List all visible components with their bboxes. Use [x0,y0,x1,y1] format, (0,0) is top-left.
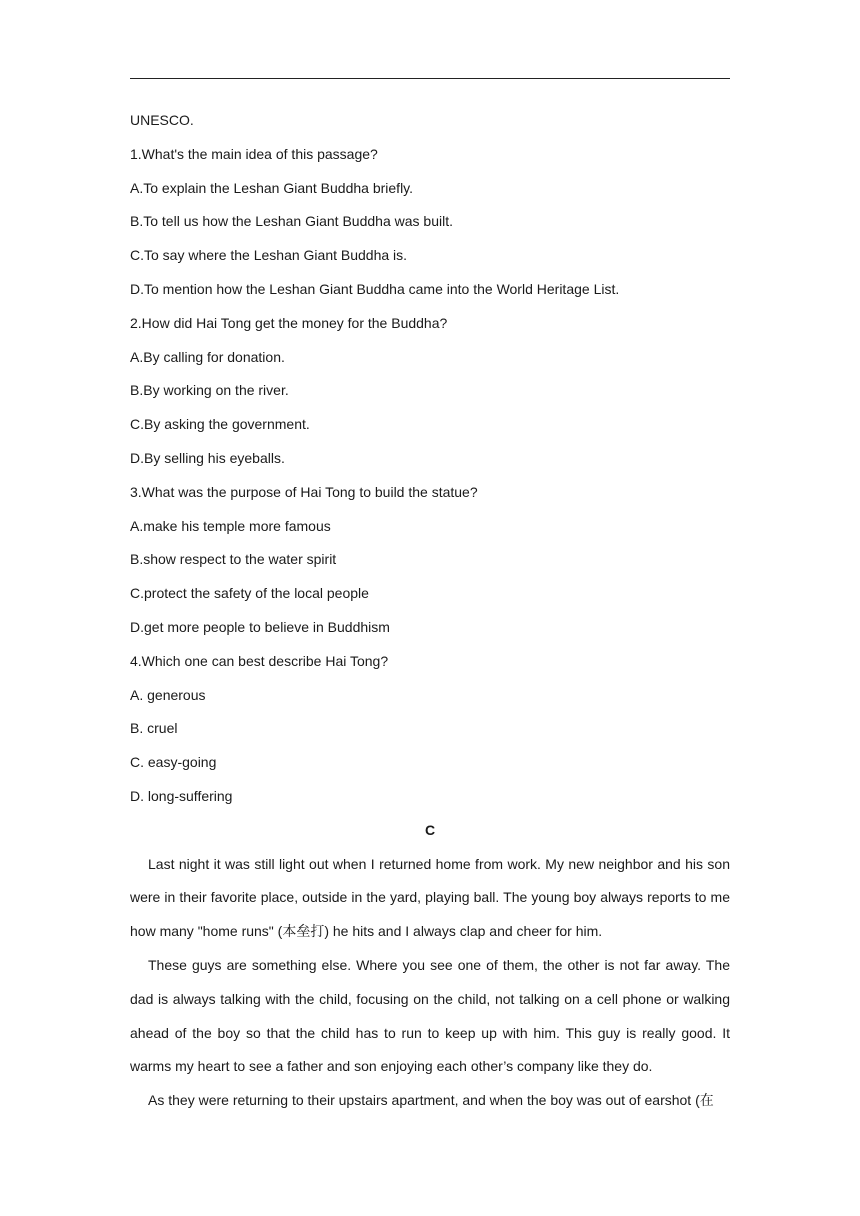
passage-paragraph-3: As they were returning to their upstairs apartment, and when the boy was out of earshot (在 [148,1092,714,1109]
option-c: C.By asking the government. [130,416,310,433]
question-4 [130,645,730,814]
option-a: A.To explain the Leshan Giant Buddha briefly. [130,179,414,196]
question-text: 4.Which one can best describe Hai Tong? [130,652,389,669]
question-text: 1.What's the main idea of this passage? [130,145,378,162]
option-b: B. cruel [130,720,178,737]
option-b: B.By working on the river. [130,382,289,399]
option-d: D.get more people to believe in Buddhism [130,618,390,635]
option-d: D.To mention how the Leshan Giant Buddha came into the World Heritage List. [130,280,620,297]
section-heading: C [424,821,436,838]
option-c: C.To say where the Leshan Giant Buddha is. [130,247,408,264]
question-1 [130,138,730,307]
option-d: D. long-suffering [130,787,233,804]
question-3 [130,476,730,645]
passage-paragraph-1: Last night it was still light out when I returned home from work. My new neighbor and his son were in their favorite place, outside in the yard, playing ball. The young boy always reports to me how many "home runs" (本垒打) he hits and I always clap and cheer for him. [130,855,730,940]
question-text: 2.How did Hai Tong get the money for the Buddha? [130,314,448,331]
option-a: A. generous [130,686,206,703]
option-a: A.make his temple more famous [130,517,331,534]
option-a: A.By calling for donation. [130,348,285,365]
option-b: B.To tell us how the Leshan Giant Buddha was built. [130,213,453,230]
question-2 [130,307,730,476]
option-c: C. easy-going [130,754,217,771]
option-c: C.protect the safety of the local people [130,585,369,602]
carryover-text: UNESCO. [130,112,194,128]
header-rule [130,78,730,79]
document-body [130,104,730,1118]
passage-paragraph-2: These guys are something else. Where you see one of them, the other is not far away. The dad is always talking with the child, focusing on the child, not talking on a cell phone or walking ahead of the boy so that the child has to run to keep up with him. This guy is really good. It warms my heart to see a father and son enjoying each other’s company like they do. [130,956,730,1075]
question-text: 3.What was the purpose of Hai Tong to build the statue? [130,483,478,500]
option-d: D.By selling his eyeballs. [130,449,285,466]
option-b: B.show respect to the water spirit [130,551,337,568]
